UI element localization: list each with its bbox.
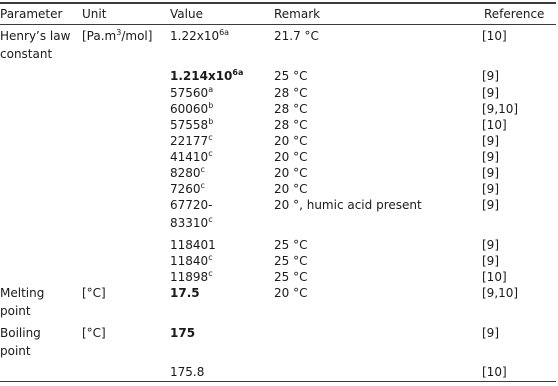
cell-unit: [°C] — [82, 286, 106, 300]
cell-parameter: Boiling — [0, 326, 41, 340]
value-text: 11840 — [170, 254, 209, 268]
cell-remark: 28 °C — [274, 102, 308, 116]
cell-value-line2 — [170, 216, 213, 231]
header-reference: Reference — [484, 7, 545, 21]
cell-reference: [9] — [482, 326, 499, 340]
value-footnote: a — [208, 85, 214, 94]
header-unit: Unit — [82, 7, 107, 21]
cell-value — [170, 29, 229, 44]
cell-reference: [9] — [482, 198, 499, 212]
value-footnote: b — [208, 101, 214, 110]
value-text: 22177 — [170, 134, 209, 148]
cell-value: 175.8 — [170, 365, 205, 379]
cell-value — [170, 86, 213, 101]
value-text: 11898 — [170, 270, 209, 284]
cell-remark: 25 °C — [274, 254, 308, 268]
cell-value: 175 — [170, 326, 196, 340]
unit-text: [Pa.m — [82, 29, 117, 43]
value-text: 8280 — [170, 166, 201, 180]
cell-unit — [82, 29, 152, 44]
value-text: 60060 — [170, 102, 209, 116]
value-footnote: 6a — [219, 28, 230, 37]
cell-reference: [10] — [482, 270, 507, 284]
cell-value — [170, 118, 213, 133]
cell-remark: 20 °C — [274, 182, 308, 196]
cell-reference: [9] — [482, 150, 499, 164]
cell-value — [170, 134, 213, 149]
cell-value — [170, 102, 213, 117]
cell-reference: [9,10] — [482, 286, 519, 300]
cell-reference: [9] — [482, 238, 499, 252]
value-text: 83310 — [170, 216, 209, 230]
cell-unit: [°C] — [82, 326, 106, 340]
cell-value — [170, 182, 205, 197]
cell-parameter: Henry’s law — [0, 29, 71, 43]
cell-remark: 20 °C — [274, 286, 308, 300]
cell-reference: [9] — [482, 134, 499, 148]
value-footnote: c — [200, 165, 205, 174]
cell-parameter: Melting — [0, 286, 45, 300]
value-text: 7260 — [170, 182, 201, 196]
table-header-rule — [0, 24, 556, 25]
value-footnote: c — [208, 253, 213, 262]
cell-reference: [9] — [482, 166, 499, 180]
cell-value — [170, 69, 243, 84]
value-footnote: c — [200, 181, 205, 190]
cell-remark: 25 °C — [274, 238, 308, 252]
cell-remark: 20 °, humic acid present — [274, 198, 422, 212]
cell-value: 17.5 — [170, 286, 200, 300]
cell-reference: [9] — [482, 69, 499, 83]
value-text: 1.22x10 — [170, 29, 220, 43]
value-text: 57558 — [170, 118, 209, 132]
cell-parameter-line2: constant — [0, 47, 53, 61]
cell-remark: 25 °C — [274, 270, 308, 284]
cell-reference: [9,10] — [482, 102, 519, 116]
value-footnote: c — [208, 269, 213, 278]
cell-reference: [10] — [482, 29, 507, 43]
cell-value — [170, 270, 213, 285]
cell-reference: [9] — [482, 254, 499, 268]
table-top-rule — [0, 2, 556, 4]
cell-parameter-line2: point — [0, 304, 31, 318]
header-value: Value — [170, 7, 203, 21]
cell-remark: 28 °C — [274, 86, 308, 100]
value-text: 41410 — [170, 150, 209, 164]
cell-reference: [9] — [482, 86, 499, 100]
cell-reference: [9] — [482, 182, 499, 196]
cell-remark: 21.7 °C — [274, 29, 319, 43]
cell-remark: 20 °C — [274, 134, 308, 148]
cell-value — [170, 254, 213, 269]
table-bottom-rule — [0, 381, 556, 382]
cell-reference: [10] — [482, 365, 507, 379]
value-footnote: 6a — [232, 68, 244, 77]
cell-remark: 20 °C — [274, 150, 308, 164]
cell-parameter-line2: point — [0, 344, 31, 358]
header-parameter: Parameter — [0, 7, 63, 21]
cell-remark: 28 °C — [274, 118, 308, 132]
unit-text-end: /mol] — [121, 29, 153, 43]
cell-value — [170, 150, 213, 165]
value-footnote: c — [208, 215, 213, 224]
cell-value: 67720- — [170, 198, 213, 212]
value-footnote: c — [208, 149, 213, 158]
cell-value: 118401 — [170, 238, 216, 252]
value-footnote: c — [208, 133, 213, 142]
unit-superscript: 3 — [116, 28, 122, 37]
value-footnote: b — [208, 117, 214, 126]
cell-remark: 20 °C — [274, 166, 308, 180]
header-remark: Remark — [274, 7, 321, 21]
cell-reference: [10] — [482, 118, 507, 132]
value-text: 1.214x10 — [170, 69, 233, 83]
value-text: 57560 — [170, 86, 209, 100]
cell-value — [170, 166, 205, 181]
cell-remark: 25 °C — [274, 69, 308, 83]
